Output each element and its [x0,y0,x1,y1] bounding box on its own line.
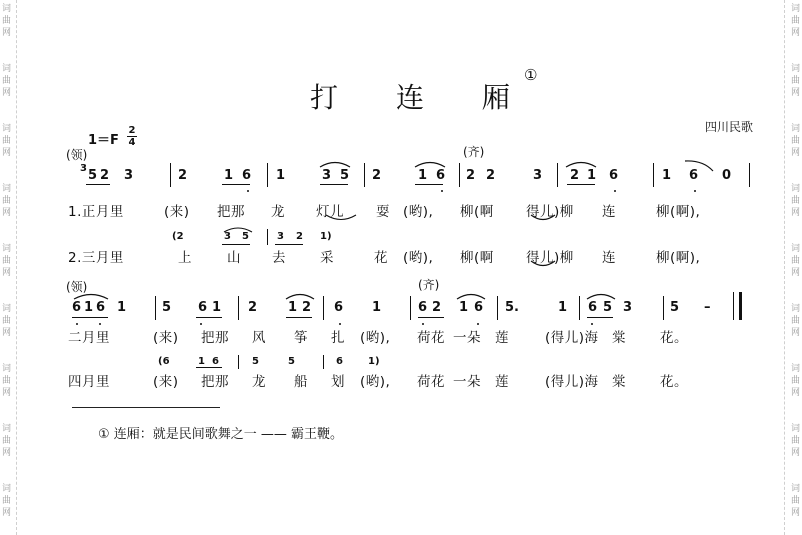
lyric: 花。 [660,330,688,346]
watermark-char: 曲 [2,16,12,26]
line2-chorus-tag: (齐) [418,278,440,292]
note: 1 [212,300,222,315]
variant-note: 1) [368,356,380,367]
watermark-char: 词 [790,4,800,14]
note: 6 [198,300,208,315]
line1-verse1-prefix: 1.正月里 [68,204,124,220]
watermark-char: 曲 [790,256,800,266]
watermark-char: 词 [2,484,12,494]
watermark-char: 网 [790,508,800,518]
watermark-char: 曲 [2,376,12,386]
line1-variant-bar [267,229,268,245]
variant-note: 5 [252,356,259,367]
lyric: 去 [272,250,286,266]
watermark-char: 网 [790,148,800,158]
meter-bottom: 4 [128,137,136,148]
note: 3 [322,168,332,183]
low-octave-dot [694,190,696,192]
lyric: (哟), [360,374,391,390]
note: 2 [432,300,442,315]
region-label: 四川民歌 [705,120,754,134]
lyric: 柳(啊), [656,204,701,220]
title-footnote-mark: ① [524,66,538,84]
low-octave-dot [200,323,202,325]
variant-note: 3 [277,231,284,242]
line2-variant-bar [238,355,239,369]
lyric: 扎 [331,330,345,346]
note: 1 [459,300,469,315]
watermark-char: 曲 [2,196,12,206]
line2-slur [455,290,487,300]
note: 3 [623,300,633,315]
line2-beam [72,317,108,318]
note: 1 [224,168,234,183]
line2-slur [585,290,617,300]
note: 6 [96,300,106,315]
line2-beam [587,317,613,318]
line2-bar [579,296,580,320]
watermark-char: 曲 [2,76,12,86]
watermark-char: 词 [2,124,12,134]
watermark-char: 词 [2,4,12,14]
lyric: 柳(啊 [460,250,494,266]
watermark-char: 曲 [790,436,800,446]
watermark-char: 曲 [2,496,12,506]
lyric: 柳(啊), [656,250,701,266]
watermark-char: 网 [2,88,12,98]
variant-note: (6 [158,356,170,367]
line1-slur [318,158,352,168]
line2-verse2-prefix: 四月里 [68,374,110,390]
line1-bar [557,163,558,187]
watermark-char: 网 [790,268,800,278]
low-octave-dot [247,190,249,192]
lyric: 连 [602,204,616,220]
variant-note: 5 [288,356,295,367]
note: 6 [72,300,82,315]
watermark-char: 网 [2,268,12,278]
watermark-char: 网 [790,28,800,38]
note: 5 [670,300,680,315]
lyric: 灯儿 [316,204,344,220]
watermark-char: 曲 [2,256,12,266]
note: 2 [248,300,258,315]
line1-slur [683,158,717,172]
line2-beam [286,317,312,318]
lyric: 棠 [612,374,626,390]
line1-slur [413,158,447,168]
note: 5 [88,168,98,183]
watermark-char: 词 [2,244,12,254]
lyric: (哟), [360,330,391,346]
footnote [98,423,343,442]
lyric: 把那 [201,330,229,346]
lyric: (哟), [403,250,434,266]
lyric: 连 [602,250,616,266]
line1-beam [415,184,443,185]
watermark-char: 词 [790,304,800,314]
note: 1 [276,168,286,183]
note: 2 [302,300,312,315]
line2-variant-beam [196,367,222,368]
low-octave-dot [477,323,479,325]
variant-note: 5 [242,231,249,242]
lyric: 得儿)柳 [526,250,574,266]
lyric: (来) [153,330,179,346]
note: 6 [474,300,484,315]
watermark-char: 曲 [790,76,800,86]
note: 1 [288,300,298,315]
variant-note: 6 [336,356,343,367]
lyric: 得儿)柳 [526,204,574,220]
watermark-char: 词 [790,424,800,434]
variant-note: 1 [198,356,205,367]
note: 6 [418,300,428,315]
note: 5 [162,300,172,315]
line2-bar [497,296,498,320]
lyric-tie [529,260,557,270]
watermark-char: 网 [790,448,800,458]
line2-lead-tag: (领) [66,280,88,294]
lyric: 耍 [376,204,390,220]
watermark-char: 词 [2,424,12,434]
key-signature: 1＝F [88,133,119,148]
line1-bar [749,163,750,187]
lyric-tie [324,214,358,224]
line1-lead-tag: (领) [66,148,88,162]
watermark-char: 词 [790,484,800,494]
note: 5 [340,168,350,183]
watermark-char: 网 [2,328,12,338]
note: 2 [570,168,580,183]
meter-top: 2 [128,125,136,136]
line2-slur [72,290,110,300]
note: 1 [662,168,672,183]
note: 5 [603,300,613,315]
watermark-char: 网 [790,328,800,338]
note: 2 [372,168,382,183]
line1-bar [653,163,654,187]
watermark-char: 曲 [790,496,800,506]
note: 2 [100,168,110,183]
lyric: (得儿)海 [545,374,599,390]
line2-bar [155,296,156,320]
line1-variant-beam [222,244,250,245]
watermark-char: 曲 [790,196,800,206]
line1-chorus-tag: (齐) [463,145,485,159]
lyric: 风 [252,330,266,346]
note: 1 [558,300,568,315]
note: 2 [486,168,496,183]
watermark-char: 网 [790,208,800,218]
watermark-strip-right [788,0,802,535]
watermark-char: 词 [790,184,800,194]
lyric: 划 [331,374,345,390]
watermark-char: 词 [2,364,12,374]
low-octave-dot [339,323,341,325]
low-octave-dot [422,323,424,325]
note: 1 [372,300,382,315]
variant-note: 1) [320,231,332,242]
line1-verse2-prefix: 2.三月里 [68,250,124,266]
variant-note: 6 [212,356,219,367]
lyric: 船 [294,374,308,390]
lyric: (哟), [403,204,434,220]
note: 0 [722,168,732,183]
watermark-border-right [784,0,785,535]
lyric: 莲 [495,330,509,346]
lyric: 龙 [252,374,266,390]
watermark-char: 网 [2,208,12,218]
note: 6 [689,168,699,183]
low-octave-dot [76,323,78,325]
watermark-char: 曲 [790,316,800,326]
line1-bar [459,163,460,187]
line1-beam [86,184,110,185]
watermark-char: 曲 [790,136,800,146]
line2-beam [418,317,444,318]
lyric: 花。 [660,374,688,390]
low-octave-dot [591,323,593,325]
lyric: 一朵 [453,330,481,346]
watermark-char: 网 [2,508,12,518]
watermark-char: 曲 [2,316,12,326]
note: 6 [334,300,344,315]
watermark-char: 词 [790,124,800,134]
line1-beam [222,184,250,185]
line1-bar [364,163,365,187]
watermark-char: 曲 [2,136,12,146]
low-octave-dot [614,190,616,192]
footnote-mark: ① [98,427,110,442]
line1-variant-slur [222,224,254,233]
line1-bar [170,163,171,187]
line2-bar [663,296,664,320]
note: 6 [436,168,446,183]
low-octave-dot [441,190,443,192]
note: 6 [609,168,619,183]
line1-beam [567,184,595,185]
lyric: 把那 [201,374,229,390]
watermark-char: 词 [2,64,12,74]
line2-verse1-prefix: 二月里 [68,330,110,346]
variant-note: 2 [296,231,303,242]
title-char-3: 厢 [482,81,513,114]
watermark-char: 词 [790,64,800,74]
lyric: 一朵 [453,374,481,390]
note: 3 [124,168,134,183]
watermark-char: 曲 [790,16,800,26]
note: 2 [178,168,188,183]
line1-grace-note: 3 [80,163,87,174]
lyric: 山 [227,250,241,266]
time-signature [127,126,137,147]
line1-slur [564,158,598,168]
watermark-char: 词 [790,364,800,374]
line2-bar [238,296,239,320]
watermark-char: 曲 [790,376,800,386]
line2-final-bar-thick [739,292,742,320]
lyric: 上 [178,250,192,266]
note: 2 [466,168,476,183]
title-char-1: 打 [310,81,341,114]
lyric: 龙 [271,204,285,220]
note: 1 [587,168,597,183]
note: 1 [117,300,127,315]
line2-variant-bar [323,355,324,369]
line2-bar [410,296,411,320]
lyric: (来) [164,204,190,220]
watermark-char: 词 [2,304,12,314]
watermark-char: 词 [2,184,12,194]
note: 3 [533,168,543,183]
note: – [704,300,711,315]
note: 1 [84,300,94,315]
watermark-char: 网 [2,388,12,398]
note: 5. [505,300,519,315]
line2-slur [284,290,316,300]
watermark-char: 曲 [2,436,12,446]
lyric: 采 [320,250,334,266]
lyric: (得儿)海 [545,330,599,346]
note: 1 [418,168,428,183]
lyric: 莲 [495,374,509,390]
line1-variant-beam [275,244,303,245]
watermark-border-left [16,0,17,535]
footnote-text: 连厢：就是民间歌舞之一 —— 霸王鞭。 [113,427,344,442]
variant-note: 3 [224,231,231,242]
lyric: 荷花 [417,374,445,390]
watermark-char: 网 [2,28,12,38]
line1-bar [267,163,268,187]
line2-beam [196,317,222,318]
lyric: (来) [153,374,179,390]
watermark-strip-left [0,0,14,535]
note: 6 [242,168,252,183]
watermark-char: 网 [2,148,12,158]
watermark-char: 网 [2,448,12,458]
watermark-char: 词 [790,244,800,254]
line2-final-bar-thin [733,292,734,320]
variant-note: (2 [172,231,184,242]
lyric: 筝 [294,330,308,346]
title-char-2: 连 [396,81,427,114]
watermark-char: 网 [790,88,800,98]
lyric: 柳(啊 [460,204,494,220]
lyric-tie [529,214,557,224]
lyric: 把那 [217,204,245,220]
low-octave-dot [99,323,101,325]
footnote-separator [72,407,220,408]
watermark-char: 网 [790,388,800,398]
lyric: 荷花 [417,330,445,346]
line1-beam [320,184,348,185]
lyric: 棠 [612,330,626,346]
line2-bar [323,296,324,320]
lyric: 花 [374,250,388,266]
note: 6 [588,300,598,315]
